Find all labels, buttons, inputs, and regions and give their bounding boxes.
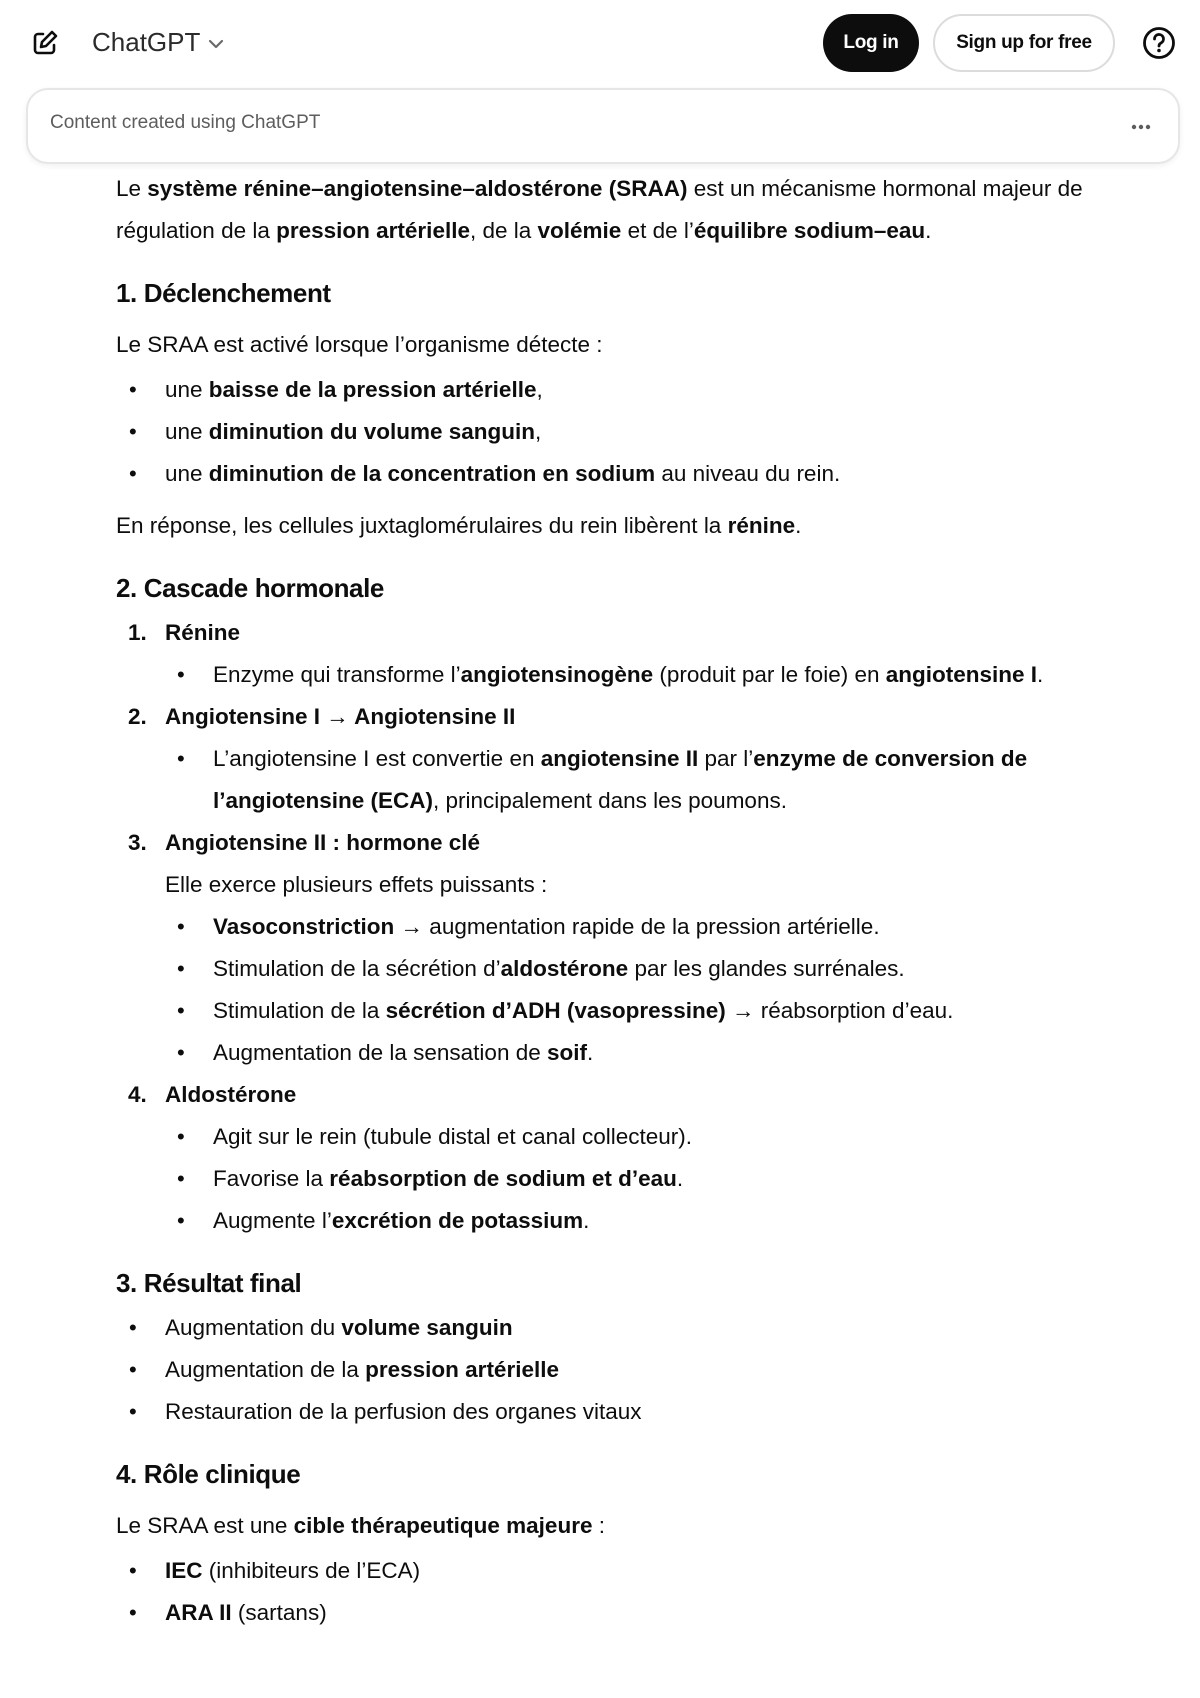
sub-list [165,654,1116,696]
step-label: Aldostérone [165,1082,297,1107]
list-item: • Enzyme qui transforme l’angiotensinogène (produit par le foie) en angiotensine I. [165,654,1116,696]
section-heading: 4. Rôle clinique [116,1459,301,1489]
sub-list [165,1116,1116,1242]
list-item: • Favorise la réabsorption de sodium et d’eau. [165,1158,1116,1200]
list-number: 4. [128,1082,147,1107]
brand-label: ChatGPT [92,26,201,57]
section-heading: 2. Cascade hormonale [116,573,384,603]
top-bar [0,0,1200,86]
more-options-icon[interactable] [1126,112,1156,142]
section-heading: 1. Déclenchement [116,278,331,308]
list-item: • Vasoconstriction → augmentation rapide de la pression artérielle. [165,906,1116,948]
help-icon[interactable] [1141,25,1177,61]
login-button[interactable]: Log in [823,14,919,72]
step-label: Rénine [165,620,241,645]
list-item: • Stimulation de la sécrétion d’aldostérone par les glandes surrénales. [165,948,1116,990]
step-label: Angiotensine II : hormone clé [165,830,481,855]
signup-button[interactable]: Sign up for free [933,14,1115,72]
list-item: • Agit sur le rein (tubule distal et canal collecteur). [165,1116,1116,1158]
list-number: 1. [128,620,147,645]
step-lead: Elle exerce plusieurs effets puissants : [165,872,548,897]
section-heading: 3. Résultat final [116,1268,302,1298]
list-item [116,1074,1116,1242]
list-item [116,612,1116,696]
list-item: • ARA II (sartans) [116,1592,1116,1634]
step-label: Angiotensine I → Angiotensine II [165,704,516,729]
bullet-list [116,369,1116,495]
numbered-list [116,612,1116,1242]
list-item: • Augmentation de la sensation de soif. [165,1032,1116,1074]
sub-list [165,906,1116,1074]
list-item: • Augmente l’excrétion de potassium. [165,1200,1116,1242]
sub-list [165,738,1116,822]
intro-paragraph: Le système rénine–angiotensine–aldostérone (SRAA) est un mécanisme hormonal majeur de régulation de la pression artérielle, de la volémie et de l’équilibre sodium–eau. [116,176,1083,243]
bullet-list [116,1550,1116,1634]
shared-content-banner [26,88,1180,164]
list-item [116,696,1116,822]
message-content [116,168,1116,1634]
list-item: • Augmentation du volume sanguin [116,1307,1116,1349]
new-chat-icon[interactable] [28,26,62,60]
list-item: • Stimulation de la sécrétion d’ADH (vasopressine) → réabsorption d’eau. [165,990,1116,1032]
list-item: • une diminution de la concentration en sodium au niveau du rein. [116,453,1116,495]
list-item: • une diminution du volume sanguin, [116,411,1116,453]
list-item [116,822,1116,1074]
list-item: • L’angiotensine I est convertie en angiotensine II par l’enzyme de conversion de l’angiotensine (ECA), principalement dans les poumons. [165,738,1116,822]
paragraph: Le SRAA est activé lorsque l’organisme détecte : [116,332,603,357]
list-number: 2. [128,704,147,729]
list-item: • IEC (inhibiteurs de l’ECA) [116,1550,1116,1592]
list-item: • une baisse de la pression artérielle, [116,369,1116,411]
bullet-list [116,1307,1116,1433]
paragraph: En réponse, les cellules juxtaglomérulaires du rein libèrent la rénine. [116,513,802,538]
paragraph: Le SRAA est une cible thérapeutique majeure : [116,1513,605,1538]
list-item: • Augmentation de la pression artérielle [116,1349,1116,1391]
list-item: • Restauration de la perfusion des organes vitaux [116,1391,1116,1433]
banner-text: Content created using ChatGPT [50,112,321,133]
list-number: 3. [128,830,147,855]
chevron-down-icon [206,34,226,54]
model-selector[interactable] [92,22,226,62]
